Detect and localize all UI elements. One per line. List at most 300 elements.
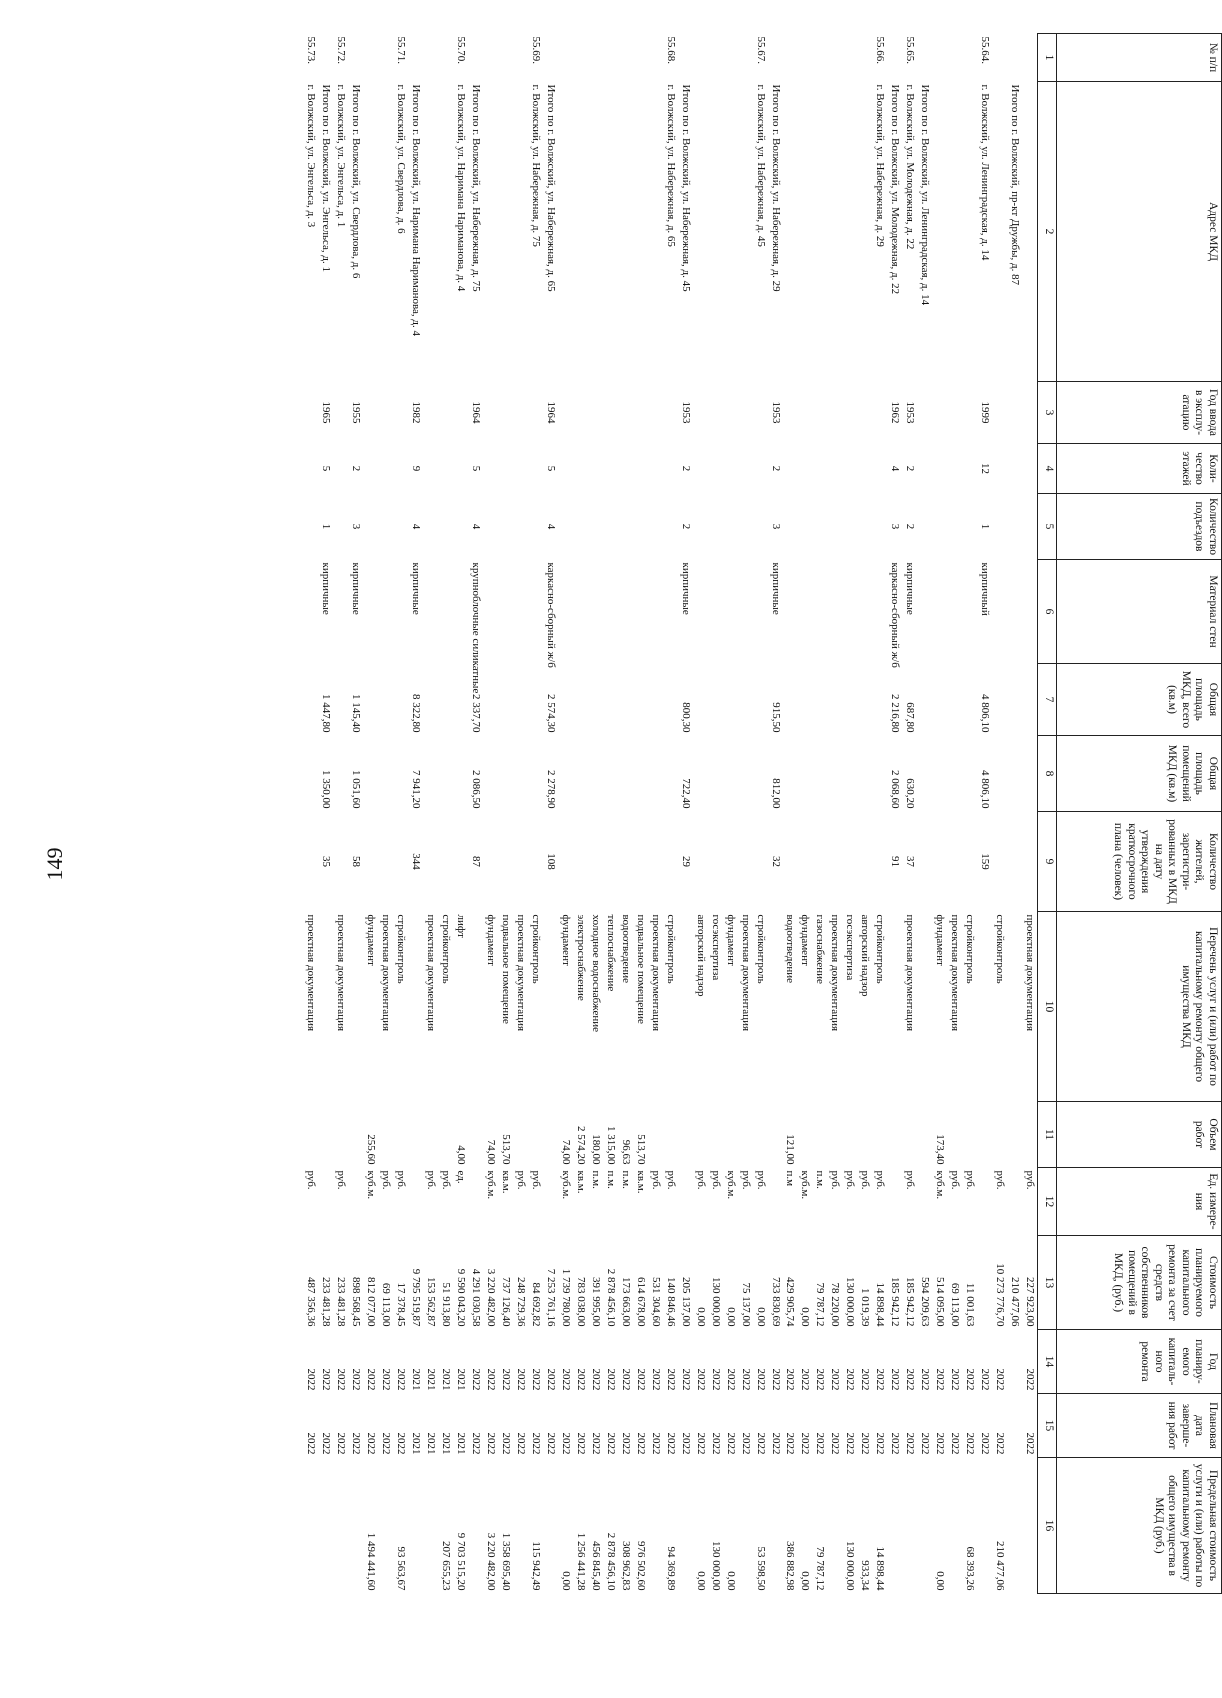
residents-cell <box>363 812 378 912</box>
year-built-cell: 1962 <box>889 401 902 424</box>
work-volume-cell <box>827 1102 842 1168</box>
residents-cell <box>947 812 962 912</box>
repair-year-cell: 2022 <box>829 1368 842 1391</box>
work-volume-cell <box>723 1102 738 1168</box>
work-type-cell: проектная документация <box>829 914 842 1032</box>
year-built-cell: 1982 <box>410 401 423 424</box>
max-cost-cell <box>423 1458 438 1594</box>
row-number-cell: 55.69. <box>530 36 543 64</box>
total-area-cell <box>917 664 932 736</box>
address-cell <box>738 82 753 382</box>
floors-cell <box>498 444 513 494</box>
max-cost-cell: 14 898,44 <box>874 1546 887 1591</box>
work-type-cell <box>348 912 363 1102</box>
work-type-cell <box>408 912 423 1102</box>
premises-area-cell <box>1022 736 1037 812</box>
row-number-cell <box>468 34 483 82</box>
max-cost-cell: 2 878 456,10 <box>604 1532 617 1591</box>
address-cell: г. Волжский, ул. Энгельса, д. 3 <box>305 84 318 228</box>
entrances-cell <box>827 494 842 560</box>
floors-cell <box>812 444 827 494</box>
repair-year-cell: 2022 <box>619 1368 632 1391</box>
table-row <box>917 34 932 1594</box>
total-area-cell <box>333 664 348 736</box>
repair-year-cell: 2022 <box>574 1368 587 1391</box>
entrances-cell <box>558 494 573 560</box>
wall-material-cell <box>783 560 798 664</box>
work-type-cell: проектная документация <box>649 914 662 1032</box>
total-area-cell <box>588 664 603 736</box>
max-cost-cell <box>887 1458 902 1594</box>
work-type-cell: стройконтроль <box>440 914 453 984</box>
address-cell: Итого по г. Волжский, ул. Энгельса, д. 1 <box>320 84 333 272</box>
premises-area-cell <box>872 736 887 812</box>
column-number-3: 3 <box>1038 382 1057 444</box>
column-header-5: Количество подъездов <box>1057 494 1222 560</box>
residents-cell <box>453 812 468 912</box>
unit-cell: руб. <box>380 1170 393 1190</box>
premises-area-cell <box>663 736 678 812</box>
planned-cost-cell: 173 663,00 <box>619 1277 632 1327</box>
column-number-2: 2 <box>1038 82 1057 382</box>
entrances-cell <box>513 494 528 560</box>
max-cost-cell: 933,34 <box>859 1560 872 1591</box>
column-header-15: Плановая дата заверше-ния работ <box>1057 1394 1222 1458</box>
floors-cell <box>992 444 1007 494</box>
residents-cell <box>648 812 663 912</box>
completion-date-cell: 2022 <box>754 1432 767 1455</box>
residents-cell <box>753 812 768 912</box>
repair-year-cell: 2022 <box>949 1368 962 1391</box>
completion-date-cell: 2022 <box>784 1432 797 1455</box>
max-cost-cell <box>738 1458 753 1594</box>
table-row <box>663 34 678 1594</box>
repair-year-cell: 2022 <box>979 1368 992 1391</box>
work-type-cell: фундамент <box>934 914 947 966</box>
wall-material-cell <box>333 560 348 664</box>
entrances-cell <box>648 494 663 560</box>
wall-material-cell <box>603 560 618 664</box>
entrances-cell <box>738 494 753 560</box>
year-built-cell <box>708 382 723 444</box>
max-cost-cell: 1 358 695,40 <box>500 1532 513 1591</box>
premises-area-cell <box>708 736 723 812</box>
planned-cost-cell: 17 378,45 <box>395 1282 408 1327</box>
address-cell <box>1022 82 1037 382</box>
address-cell <box>483 82 498 382</box>
work-type-cell: стройконтроль <box>754 914 767 984</box>
work-volume-cell <box>708 1102 723 1168</box>
max-cost-cell <box>648 1458 663 1594</box>
wall-material-cell <box>573 560 588 664</box>
column-header-10: Перечень услуг и (или) работ по капитальному ремонту общего имущества МКД <box>1057 912 1222 1102</box>
repair-year-cell: 2022 <box>395 1368 408 1391</box>
entrances-cell <box>753 494 768 560</box>
planned-cost-cell: 0,00 <box>724 1307 737 1327</box>
wall-material-cell <box>453 560 468 664</box>
wall-material-cell <box>798 560 813 664</box>
planned-cost-cell: 140 846,46 <box>664 1277 677 1327</box>
unit-cell: руб. <box>739 1170 752 1190</box>
completion-date-cell: 2022 <box>799 1432 812 1455</box>
max-cost-cell <box>378 1458 393 1594</box>
table-body <box>304 34 1038 1594</box>
unit-cell: кв.м. <box>574 1170 587 1194</box>
max-cost-cell: 115 942,49 <box>530 1541 543 1591</box>
table-row <box>1007 34 1022 1594</box>
table-row <box>992 34 1007 1594</box>
unit-cell: куб.м. <box>485 1170 498 1200</box>
column-header-14: Год планиру-емого капиталь-ного ремонта <box>1057 1330 1222 1394</box>
planned-cost-cell: 1 739 780,00 <box>559 1268 572 1327</box>
entrances-cell <box>962 494 977 560</box>
year-built-cell: 1965 <box>320 401 333 424</box>
work-type-cell: авторский надзор <box>859 914 872 997</box>
entrances-cell <box>723 494 738 560</box>
premises-area-cell <box>438 736 453 812</box>
completion-date-cell: 2022 <box>559 1432 572 1455</box>
work-volume-cell <box>812 1102 827 1168</box>
table-row <box>753 34 768 1594</box>
repair-year-cell: 2022 <box>604 1368 617 1391</box>
floors-cell <box>932 444 947 494</box>
wall-material-cell <box>438 560 453 664</box>
address-cell <box>693 82 708 382</box>
completion-date-cell: 2022 <box>859 1432 872 1455</box>
completion-date-cell: 2022 <box>634 1432 647 1455</box>
completion-date-cell: 2022 <box>919 1432 932 1455</box>
work-volume-cell <box>393 1102 408 1168</box>
column-header-13: Стоимость планируемого капитального ремонта за счет средств собственников помещений в МКД, (руб.) <box>1057 1236 1222 1330</box>
completion-date-cell: 2021 <box>440 1432 453 1455</box>
completion-date-cell: 2022 <box>889 1432 902 1455</box>
year-built-cell <box>378 382 393 444</box>
residents-cell <box>304 812 319 912</box>
wall-material-cell <box>947 560 962 664</box>
row-number-cell <box>917 34 932 82</box>
residents-cell <box>962 812 977 912</box>
unit-cell: руб. <box>994 1170 1007 1190</box>
work-volume-cell <box>423 1102 438 1168</box>
column-header-8: Общая площадь помещений МКД (кв.м) <box>1057 736 1222 812</box>
column-header-16: Предельная стоимость услуги и (или) работы по капитальному ремонту общего имущества в МКД (руб.) <box>1057 1458 1222 1594</box>
unit-cell <box>768 1168 783 1236</box>
year-built-cell <box>633 382 648 444</box>
work-volume-cell <box>1022 1102 1037 1168</box>
planned-cost-cell: 9 795 519,87 <box>410 1268 423 1327</box>
entrances-cell: 4 <box>470 523 483 530</box>
year-built-cell <box>513 382 528 444</box>
work-volume-cell <box>902 1102 917 1168</box>
wall-material-cell <box>304 560 319 664</box>
total-area-cell <box>1022 664 1037 736</box>
work-volume-cell <box>842 1102 857 1168</box>
residents-cell <box>917 812 932 912</box>
repair-year-cell: 2022 <box>530 1368 543 1391</box>
residents-cell: 35 <box>320 856 333 867</box>
planned-cost-cell <box>977 1236 992 1330</box>
total-area-cell <box>633 664 648 736</box>
table-row <box>558 34 573 1594</box>
planned-cost-cell: 79 787,12 <box>814 1282 827 1327</box>
column-number-row <box>1038 34 1057 1594</box>
floors-cell <box>947 444 962 494</box>
residents-cell: 32 <box>769 856 782 867</box>
work-volume-cell <box>917 1102 932 1168</box>
row-number-cell <box>558 34 573 82</box>
table-row <box>812 34 827 1594</box>
year-built-cell <box>798 382 813 444</box>
row-number-cell <box>723 34 738 82</box>
work-volume-cell <box>333 1102 348 1168</box>
work-volume-cell: 4,00 <box>455 1145 468 1165</box>
premises-area-cell <box>513 736 528 812</box>
work-type-cell: проектная документация <box>305 914 318 1032</box>
column-number-7: 7 <box>1038 664 1057 736</box>
entrances-cell <box>363 494 378 560</box>
year-built-cell <box>753 382 768 444</box>
address-cell <box>423 82 438 382</box>
address-cell <box>378 82 393 382</box>
wall-material-cell: крупноблочные силикатные <box>470 562 483 694</box>
residents-cell <box>708 812 723 912</box>
total-area-cell <box>947 664 962 736</box>
entrances-cell <box>588 494 603 560</box>
row-number-cell <box>378 34 393 82</box>
entrances-cell <box>798 494 813 560</box>
max-cost-cell <box>319 1458 334 1594</box>
work-type-cell: холодное водоснабжение <box>589 914 602 1032</box>
row-number-cell <box>708 34 723 82</box>
entrances-cell <box>633 494 648 560</box>
total-area-cell <box>423 664 438 736</box>
work-type-cell <box>887 912 902 1102</box>
floors-cell: 5 <box>545 465 557 472</box>
premises-area-cell: 1 350,00 <box>320 770 333 809</box>
entrances-cell <box>483 494 498 560</box>
work-volume-cell <box>738 1102 753 1168</box>
work-volume-cell: 121,00 <box>784 1134 797 1165</box>
work-volume-cell <box>319 1102 334 1168</box>
work-volume-cell <box>798 1102 813 1168</box>
entrances-cell <box>708 494 723 560</box>
floors-cell <box>558 444 573 494</box>
completion-date-cell: 2022 <box>769 1432 782 1455</box>
floors-cell: 9 <box>410 465 423 472</box>
year-built-cell <box>528 382 543 444</box>
wall-material-cell <box>513 560 528 664</box>
wall-material-cell <box>1022 560 1037 664</box>
unit-cell: куб.м. <box>934 1170 947 1200</box>
premises-area-cell <box>618 736 633 812</box>
floors-cell <box>798 444 813 494</box>
work-type-cell: проектная документация <box>515 914 528 1032</box>
wall-material-cell <box>812 560 827 664</box>
work-volume-cell <box>1007 1102 1022 1168</box>
entrances-cell <box>498 494 513 560</box>
premises-area-cell <box>528 736 543 812</box>
planned-cost-cell: 614 678,00 <box>634 1277 647 1327</box>
row-number-cell <box>992 34 1007 82</box>
max-cost-cell: 0,00 <box>934 1571 947 1591</box>
residents-cell <box>498 812 513 912</box>
capital-repair-plan-table <box>304 33 1222 1594</box>
floors-cell <box>333 444 348 494</box>
planned-cost-cell: 10 273 776,70 <box>994 1263 1007 1327</box>
unit-cell <box>887 1168 902 1236</box>
max-cost-cell: 94 369,89 <box>664 1546 677 1591</box>
row-number-cell <box>573 34 588 82</box>
unit-cell: руб. <box>305 1170 318 1190</box>
unit-cell <box>543 1168 558 1236</box>
premises-area-cell <box>483 736 498 812</box>
max-cost-cell <box>333 1458 348 1594</box>
repair-year-cell: 2022 <box>994 1368 1007 1391</box>
unit-cell: руб. <box>530 1170 543 1190</box>
row-number-cell <box>798 34 813 82</box>
unit-cell: руб. <box>844 1170 857 1190</box>
table-row <box>827 34 842 1594</box>
unit-cell: руб. <box>694 1170 707 1190</box>
table-row <box>408 34 423 1594</box>
column-header-2: Адрес МКД <box>1057 82 1222 382</box>
table-row <box>857 34 872 1594</box>
unit-cell: руб. <box>1024 1170 1036 1190</box>
wall-material-cell <box>842 560 857 664</box>
address-cell <box>603 82 618 382</box>
unit-cell: руб. <box>859 1170 872 1190</box>
column-number-8: 8 <box>1038 736 1057 812</box>
work-volume-cell <box>663 1102 678 1168</box>
premises-area-cell <box>304 736 319 812</box>
work-type-cell: проектная документация <box>739 914 752 1032</box>
column-number-13: 13 <box>1038 1236 1057 1330</box>
floors-cell: 12 <box>979 463 992 474</box>
max-cost-cell: 9 703 515,20 <box>455 1532 468 1591</box>
address-cell <box>827 82 842 382</box>
unit-cell: кв.м. <box>500 1170 513 1194</box>
work-type-cell: госэкспертиза <box>844 914 857 981</box>
column-number-15: 15 <box>1038 1394 1057 1458</box>
rotated-page-content <box>192 33 1222 1593</box>
max-cost-cell: 1 256 441,28 <box>574 1532 587 1591</box>
entrances-cell: 2 <box>904 523 917 530</box>
premises-area-cell <box>1007 736 1022 812</box>
column-number-16: 16 <box>1038 1458 1057 1594</box>
total-area-cell: 687,80 <box>904 702 917 733</box>
wall-material-cell <box>917 560 932 664</box>
floors-cell <box>738 444 753 494</box>
work-type-cell: стройконтроль <box>874 914 887 984</box>
repair-year-cell: 2022 <box>305 1368 318 1391</box>
max-cost-cell: 130 000,00 <box>844 1541 857 1591</box>
planned-cost-cell: 391 995,00 <box>589 1277 602 1327</box>
year-built-cell: 1964 <box>470 401 483 424</box>
premises-area-cell: 722,40 <box>679 778 692 809</box>
total-area-cell <box>498 664 513 736</box>
row-number-cell <box>932 34 947 82</box>
unit-cell <box>408 1168 423 1236</box>
work-volume-cell <box>438 1102 453 1168</box>
total-area-cell <box>378 664 393 736</box>
wall-material-cell <box>708 560 723 664</box>
floors-cell: 2 <box>350 465 363 472</box>
row-number-cell <box>423 34 438 82</box>
total-area-cell <box>723 664 738 736</box>
work-volume-cell: 513,70 <box>500 1134 513 1165</box>
premises-area-cell: 2 068,60 <box>889 770 902 809</box>
year-built-cell <box>648 382 663 444</box>
completion-date-cell: 2022 <box>844 1432 857 1455</box>
work-type-cell: теплоснабжение <box>604 914 617 992</box>
row-number-cell: 55.66. <box>874 36 887 64</box>
completion-date-cell: 2022 <box>934 1432 947 1455</box>
entrances-cell: 4 <box>410 523 423 530</box>
repair-year-cell: 2021 <box>440 1368 453 1391</box>
column-number-14: 14 <box>1038 1330 1057 1394</box>
total-area-cell <box>603 664 618 736</box>
premises-area-cell: 2 278,90 <box>545 770 557 809</box>
unit-cell: руб. <box>395 1170 408 1190</box>
residents-cell <box>633 812 648 912</box>
wall-material-cell: кирпичные <box>769 562 782 615</box>
column-header-3: Год ввода в эксплу-атацию <box>1057 382 1222 444</box>
unit-cell: кв.м. <box>634 1170 647 1194</box>
total-area-cell <box>827 664 842 736</box>
unit-cell <box>468 1168 483 1236</box>
total-area-cell <box>648 664 663 736</box>
planned-cost-cell: 898 568,45 <box>350 1277 363 1327</box>
year-built-cell <box>603 382 618 444</box>
entrances-cell: 3 <box>350 523 363 530</box>
planned-cost-cell: 737 126,40 <box>500 1277 513 1327</box>
floors-cell <box>378 444 393 494</box>
residents-cell <box>423 812 438 912</box>
unit-cell: руб. <box>904 1170 917 1190</box>
residents-cell: 344 <box>410 853 423 870</box>
row-number-cell <box>842 34 857 82</box>
repair-year-cell: 2022 <box>874 1368 887 1391</box>
planned-cost-cell: 69 113,00 <box>380 1282 393 1327</box>
wall-material-cell <box>423 560 438 664</box>
wall-material-cell: каркасно-сборный ж/б <box>889 562 902 668</box>
residents-cell: 87 <box>470 856 483 867</box>
total-area-cell <box>872 664 887 736</box>
planned-cost-cell: 0,00 <box>694 1307 707 1327</box>
completion-date-cell: 2022 <box>979 1432 992 1455</box>
address-cell: г. Волжский, ул. Набережная, д. 65 <box>664 84 677 247</box>
repair-year-cell: 2022 <box>769 1368 782 1391</box>
repair-year-cell: 2022 <box>739 1368 752 1391</box>
premises-area-cell <box>363 736 378 812</box>
wall-material-cell <box>648 560 663 664</box>
address-cell <box>992 82 1007 382</box>
total-area-cell <box>738 664 753 736</box>
planned-cost-cell: 3 220 482,00 <box>485 1268 498 1327</box>
max-cost-cell: 308 962,83 <box>619 1541 632 1591</box>
wall-material-cell <box>618 560 633 664</box>
total-area-cell <box>812 664 827 736</box>
year-built-cell <box>857 382 872 444</box>
table-row <box>468 34 483 1594</box>
planned-cost-cell: 130 000,00 <box>709 1277 722 1327</box>
completion-date-cell: 2022 <box>739 1432 752 1455</box>
completion-date-cell: 2022 <box>470 1432 483 1455</box>
unit-cell: куб.м. <box>559 1170 572 1200</box>
table-row <box>438 34 453 1594</box>
column-number-4: 4 <box>1038 444 1057 494</box>
column-header-6: Материал стен <box>1057 560 1222 664</box>
